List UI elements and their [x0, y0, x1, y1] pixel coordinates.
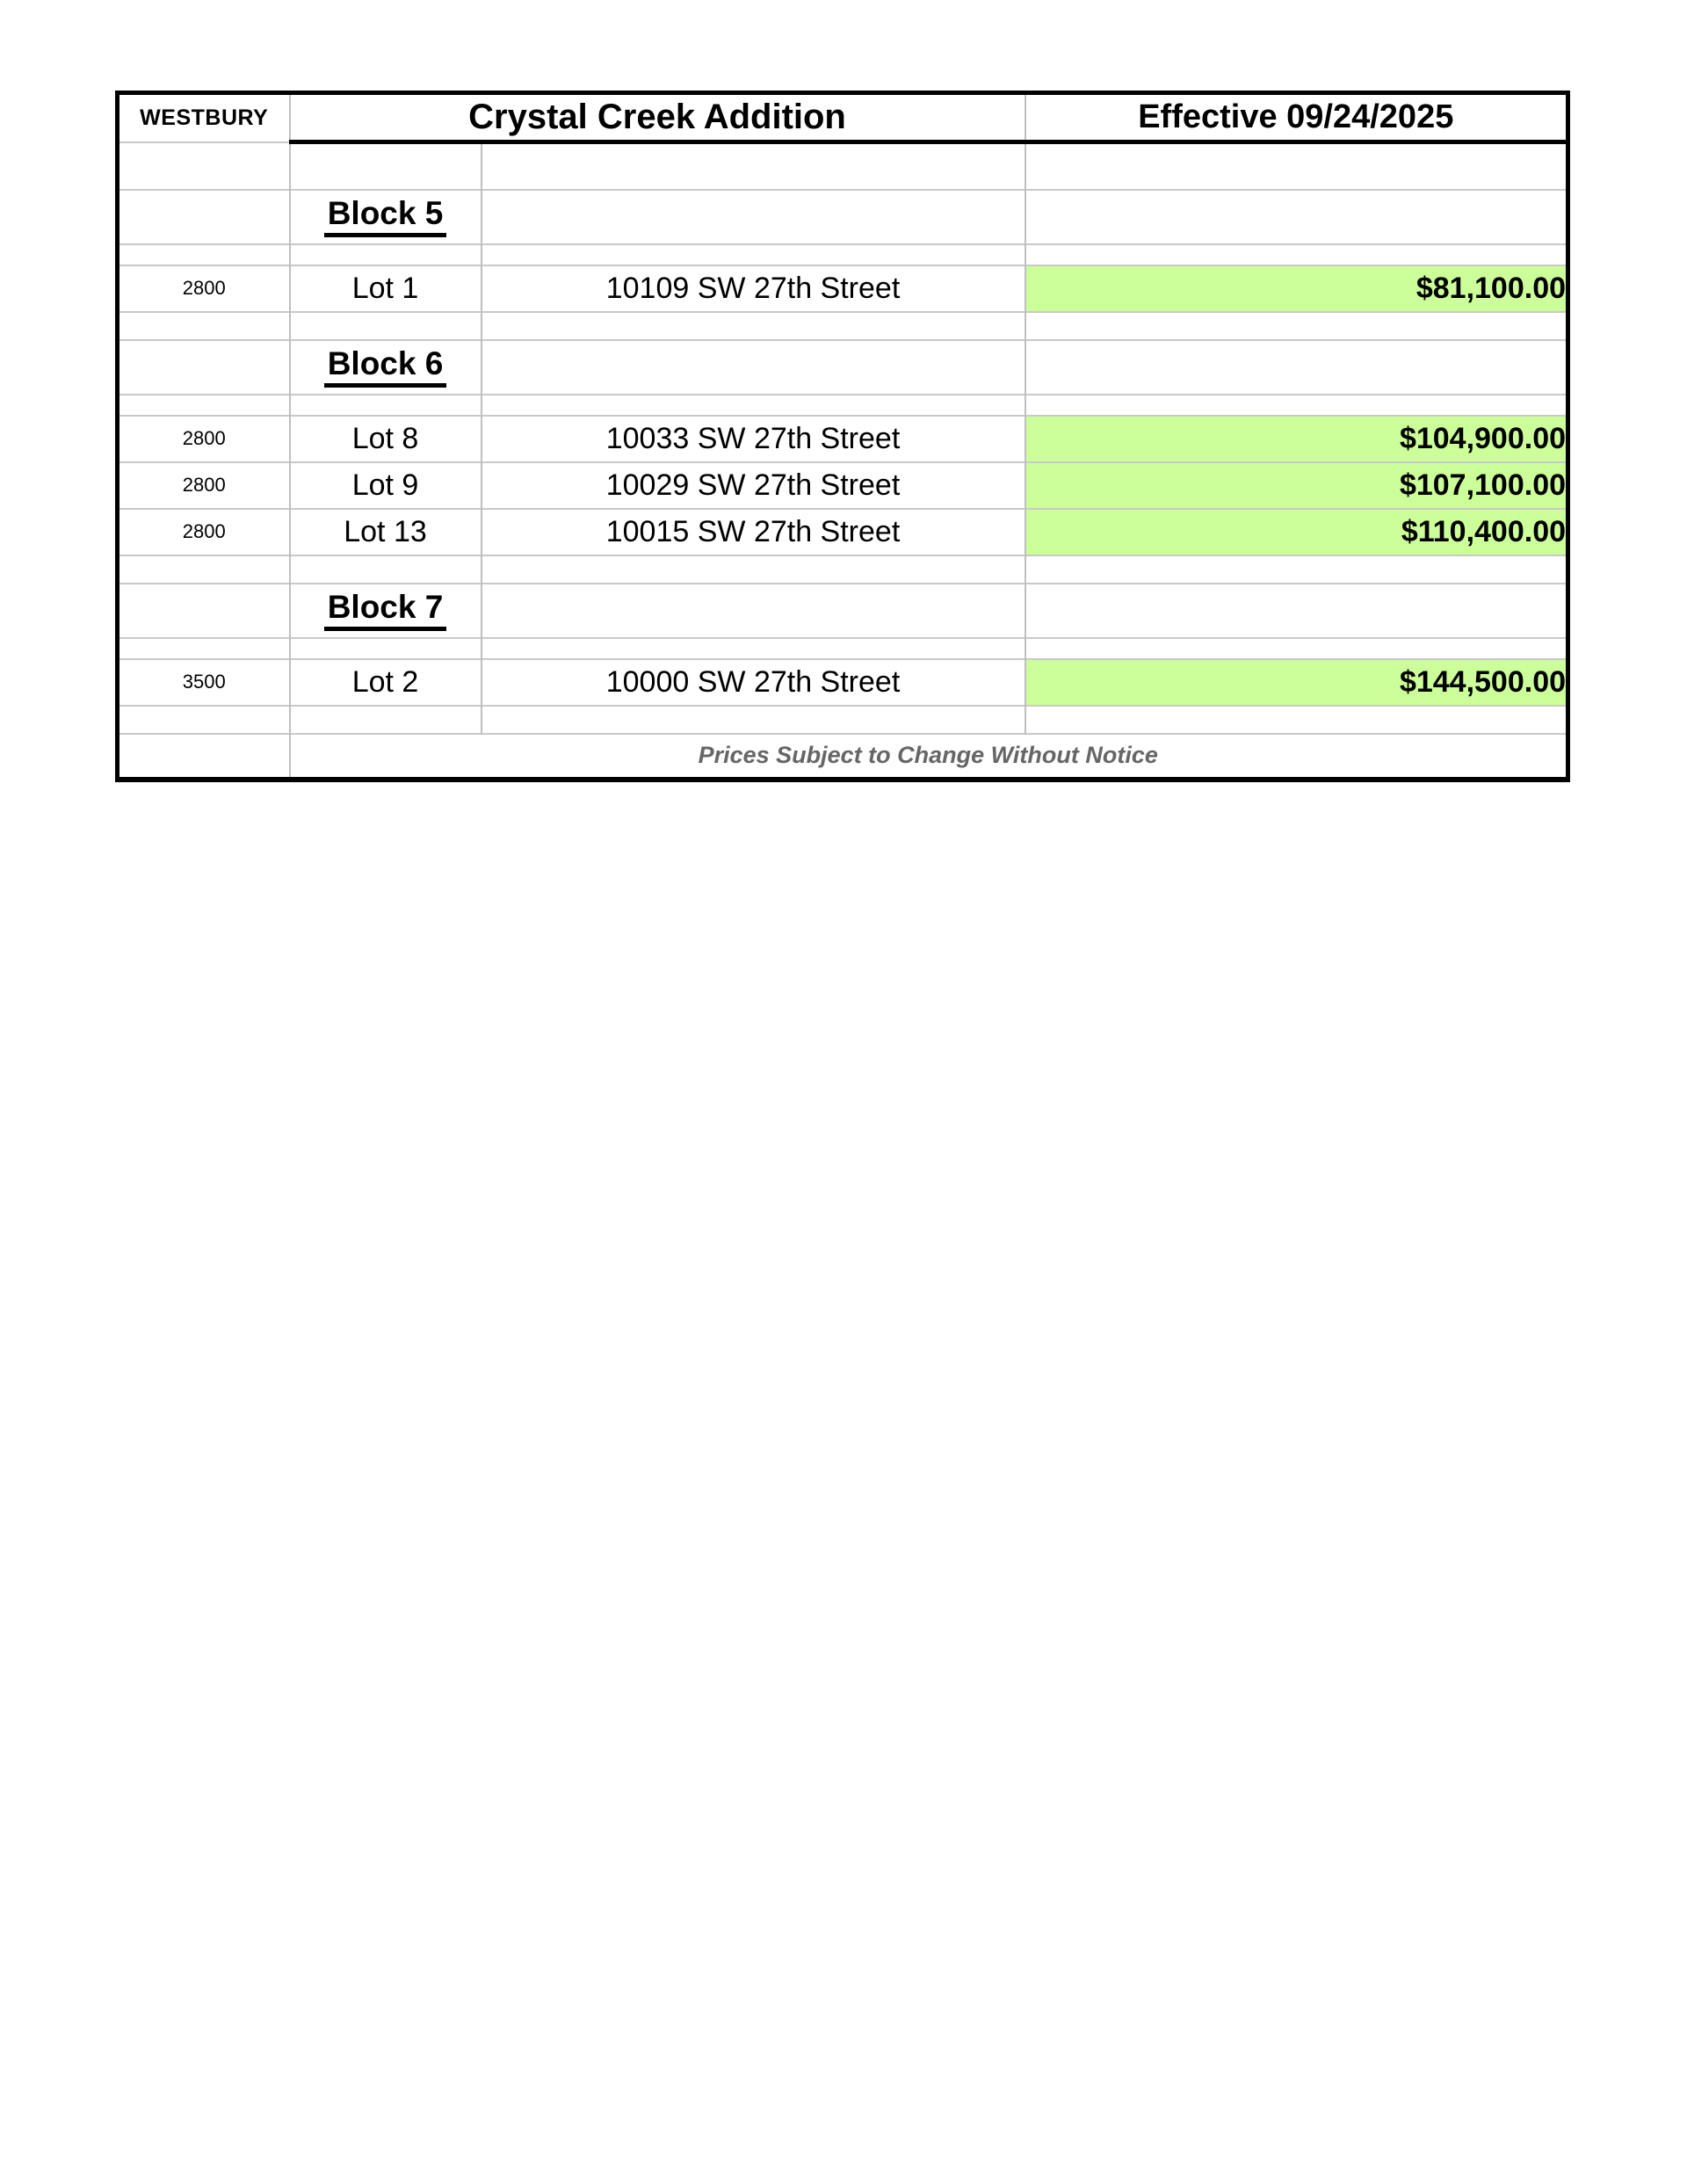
spacer-cell-price	[1025, 312, 1568, 340]
spacer-cell-sqft	[118, 555, 290, 584]
spacer-cell-address	[481, 706, 1025, 734]
spacer-cell-address	[481, 395, 1025, 416]
spacer-cell-lot	[290, 244, 481, 265]
header-effective-date: Effective 09/24/2025	[1025, 93, 1568, 142]
footer-row	[118, 734, 1568, 780]
spacer-cell-lot	[290, 312, 481, 340]
lot-address: 10015 SW 27th Street	[481, 509, 1025, 555]
table-header-row	[118, 93, 1568, 142]
spacer-row	[118, 244, 1568, 265]
spacer-row	[118, 312, 1568, 340]
block-row-sqft	[118, 190, 290, 244]
block-row-address	[481, 340, 1025, 395]
lot-number: Lot 13	[290, 509, 481, 555]
block-row-price	[1025, 340, 1568, 395]
lot-number: Lot 8	[290, 416, 481, 462]
page-title: Crystal Creek Addition	[290, 93, 1025, 142]
spacer-cell-price	[1025, 142, 1568, 190]
lot-price: $110,400.00	[1025, 509, 1568, 555]
block-row-sqft	[118, 340, 290, 395]
block-label-cell	[290, 584, 481, 638]
spacer-cell-lot	[290, 142, 481, 190]
block-row-address	[481, 584, 1025, 638]
spacer-cell-price	[1025, 638, 1568, 659]
spacer-cell-sqft	[118, 312, 290, 340]
block-heading-row	[118, 340, 1568, 395]
spacer-cell-lot	[290, 706, 481, 734]
lot-sqft: 2800	[118, 265, 290, 312]
block-label-text: Block 7	[324, 591, 447, 631]
spacer-cell-lot	[290, 395, 481, 416]
spacer-cell-lot	[290, 555, 481, 584]
table-row[interactable]	[118, 416, 1568, 462]
lot-number: Lot 9	[290, 462, 481, 509]
lot-number: Lot 1	[290, 265, 481, 312]
table-row[interactable]	[118, 462, 1568, 509]
block-row-sqft	[118, 584, 290, 638]
lot-sqft: 2800	[118, 462, 290, 509]
lot-sqft: 3500	[118, 659, 290, 706]
spacer-cell-sqft	[118, 638, 290, 659]
table-row[interactable]	[118, 659, 1568, 706]
spacer-cell-sqft	[118, 706, 290, 734]
table-row[interactable]	[118, 509, 1568, 555]
spacer-cell-address	[481, 244, 1025, 265]
block-heading-row	[118, 190, 1568, 244]
spacer-row-bottom	[118, 706, 1568, 734]
spacer-cell-price	[1025, 395, 1568, 416]
lot-price: $107,100.00	[1025, 462, 1568, 509]
footer-cell-sqft	[118, 734, 290, 780]
spacer-cell-sqft	[118, 142, 290, 190]
spacer-cell-price	[1025, 555, 1568, 584]
spacer-cell-lot	[290, 638, 481, 659]
block-row-price	[1025, 190, 1568, 244]
price-list-sheet	[115, 91, 1566, 782]
spacer-row	[118, 395, 1568, 416]
spacer-row	[118, 555, 1568, 584]
spacer-row-top	[118, 142, 1568, 190]
block-label-text: Block 6	[324, 347, 447, 388]
lot-address: 10109 SW 27th Street	[481, 265, 1025, 312]
block-label-cell	[290, 190, 481, 244]
price-list-table	[115, 91, 1570, 782]
spacer-cell-address	[481, 142, 1025, 190]
footer-disclaimer: Prices Subject to Change Without Notice	[290, 734, 1568, 780]
lot-address: 10029 SW 27th Street	[481, 462, 1025, 509]
lot-price: $104,900.00	[1025, 416, 1568, 462]
lot-address: 10033 SW 27th Street	[481, 416, 1025, 462]
table-row[interactable]	[118, 265, 1568, 312]
lot-address: 10000 SW 27th Street	[481, 659, 1025, 706]
block-label-text: Block 5	[324, 197, 447, 237]
spacer-cell-price	[1025, 244, 1568, 265]
spacer-cell-address	[481, 638, 1025, 659]
lot-price: $144,500.00	[1025, 659, 1568, 706]
spacer-row	[118, 638, 1568, 659]
spacer-cell-sqft	[118, 395, 290, 416]
spacer-cell-sqft	[118, 244, 290, 265]
block-row-address	[481, 190, 1025, 244]
header-community-name: WESTBURY	[118, 93, 290, 142]
lot-number: Lot 2	[290, 659, 481, 706]
spacer-cell-price	[1025, 706, 1568, 734]
spacer-cell-address	[481, 555, 1025, 584]
lot-price: $81,100.00	[1025, 265, 1568, 312]
block-heading-row	[118, 584, 1568, 638]
block-row-price	[1025, 584, 1568, 638]
lot-sqft: 2800	[118, 509, 290, 555]
lot-sqft: 2800	[118, 416, 290, 462]
spacer-cell-address	[481, 312, 1025, 340]
block-label-cell	[290, 340, 481, 395]
